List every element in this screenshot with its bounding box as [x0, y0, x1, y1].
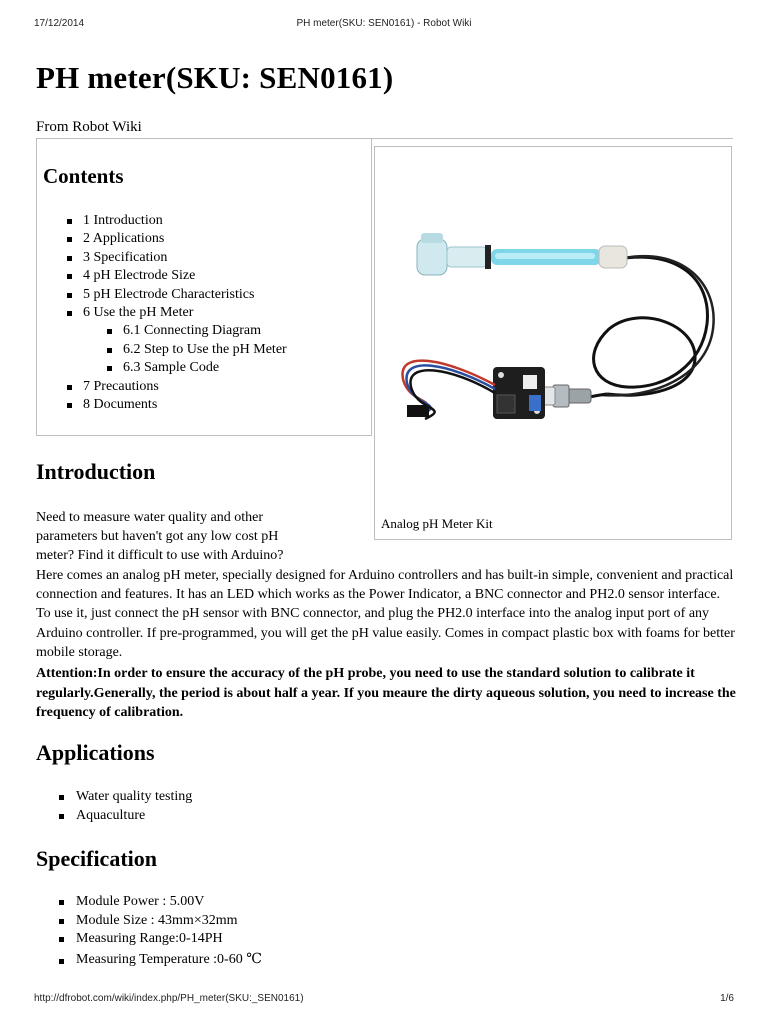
- attention-note: Attention:In order to ensure the accuracy of the pH probe, you need to use the standard solution to calibrate it regularly.Generally, the period is about half a year. If you meaure the dirty aqueous solution, you need to increase the frequency of calibration.: [36, 666, 736, 720]
- list-item: Aquaculture: [58, 807, 192, 826]
- specification-heading: Specification: [36, 846, 157, 871]
- intro-lead-line: meter? Find it difficult to use with Arduino?: [36, 548, 284, 564]
- image-caption: Analog pH Meter Kit: [381, 516, 493, 531]
- toc-link-use-ph-meter[interactable]: 6 Use the pH Meter: [65, 304, 287, 322]
- page-title: PH meter(SKU: SEN0161): [36, 60, 394, 95]
- toc-link-connecting-diagram[interactable]: 6.1 Connecting Diagram: [65, 322, 287, 340]
- page-number: 1/6: [720, 993, 734, 1004]
- list-item: Measuring Range:0-14PH: [58, 930, 262, 949]
- toc-heading: Contents: [43, 164, 124, 188]
- toc-link-electrode-characteristics[interactable]: 5 pH Electrode Characteristics: [65, 286, 287, 304]
- applications-heading: Applications: [36, 740, 155, 765]
- toc-link-introduction[interactable]: 1 Introduction: [65, 212, 287, 230]
- toc-link-sample-code[interactable]: 6.3 Sample Code: [65, 359, 287, 377]
- ph-meter-kit-image[interactable]: [377, 149, 729, 511]
- specification-list: [58, 893, 262, 971]
- intro-lead-line: parameters but haven't got any low cost pH: [36, 529, 279, 545]
- toc-link-documents[interactable]: 8 Documents: [65, 396, 287, 414]
- toc-link-electrode-size[interactable]: 4 pH Electrode Size: [65, 267, 287, 285]
- table-of-contents: [36, 138, 372, 436]
- list-item: Module Power : 5.00V: [58, 893, 262, 912]
- list-item: Water quality testing: [58, 788, 192, 807]
- print-url: http://dfrobot.com/wiki/index.php/PH_meter(SKU:_SEN0161): [34, 993, 304, 1004]
- list-item: Measuring Temperature :0-60 ℃: [58, 949, 262, 971]
- site-subtitle: From Robot Wiki: [36, 119, 142, 135]
- toc-link-applications[interactable]: 2 Applications: [65, 230, 287, 248]
- toc-link-specification[interactable]: 3 Specification: [65, 249, 287, 267]
- intro-lead-line: Need to measure water quality and other: [36, 510, 264, 525]
- toc-link-precautions[interactable]: 7 Precautions: [65, 378, 287, 396]
- product-image-frame: [374, 146, 732, 540]
- print-date: 17/12/2014: [34, 18, 85, 29]
- intro-paragraph: Here comes an analog pH meter, specially designed for Arduino controllers and has built-in simple, convenient and practical connection and features. It has an LED which works as the Power Indicator, a BNC connector and PH2.0 sensor interface. To use it, just connect the pH sensor with BNC connector, and plug the PH2.0 interface into the analog input port of any Arduino controller. If pre-programmed, you will get the pH value easily. Comes in compact plastic box with foams for better mobile storage.: [36, 568, 735, 660]
- introduction-heading: Introduction: [36, 459, 156, 484]
- toc-link-step-to-use[interactable]: 6.2 Step to Use the pH Meter: [65, 341, 287, 359]
- intro-lead: [36, 508, 336, 566]
- toc-list: [65, 212, 287, 414]
- print-page-title: PH meter(SKU: SEN0161) - Robot Wiki: [296, 18, 472, 29]
- applications-list: [58, 788, 192, 825]
- list-item: Module Size : 43mm×32mm: [58, 912, 262, 931]
